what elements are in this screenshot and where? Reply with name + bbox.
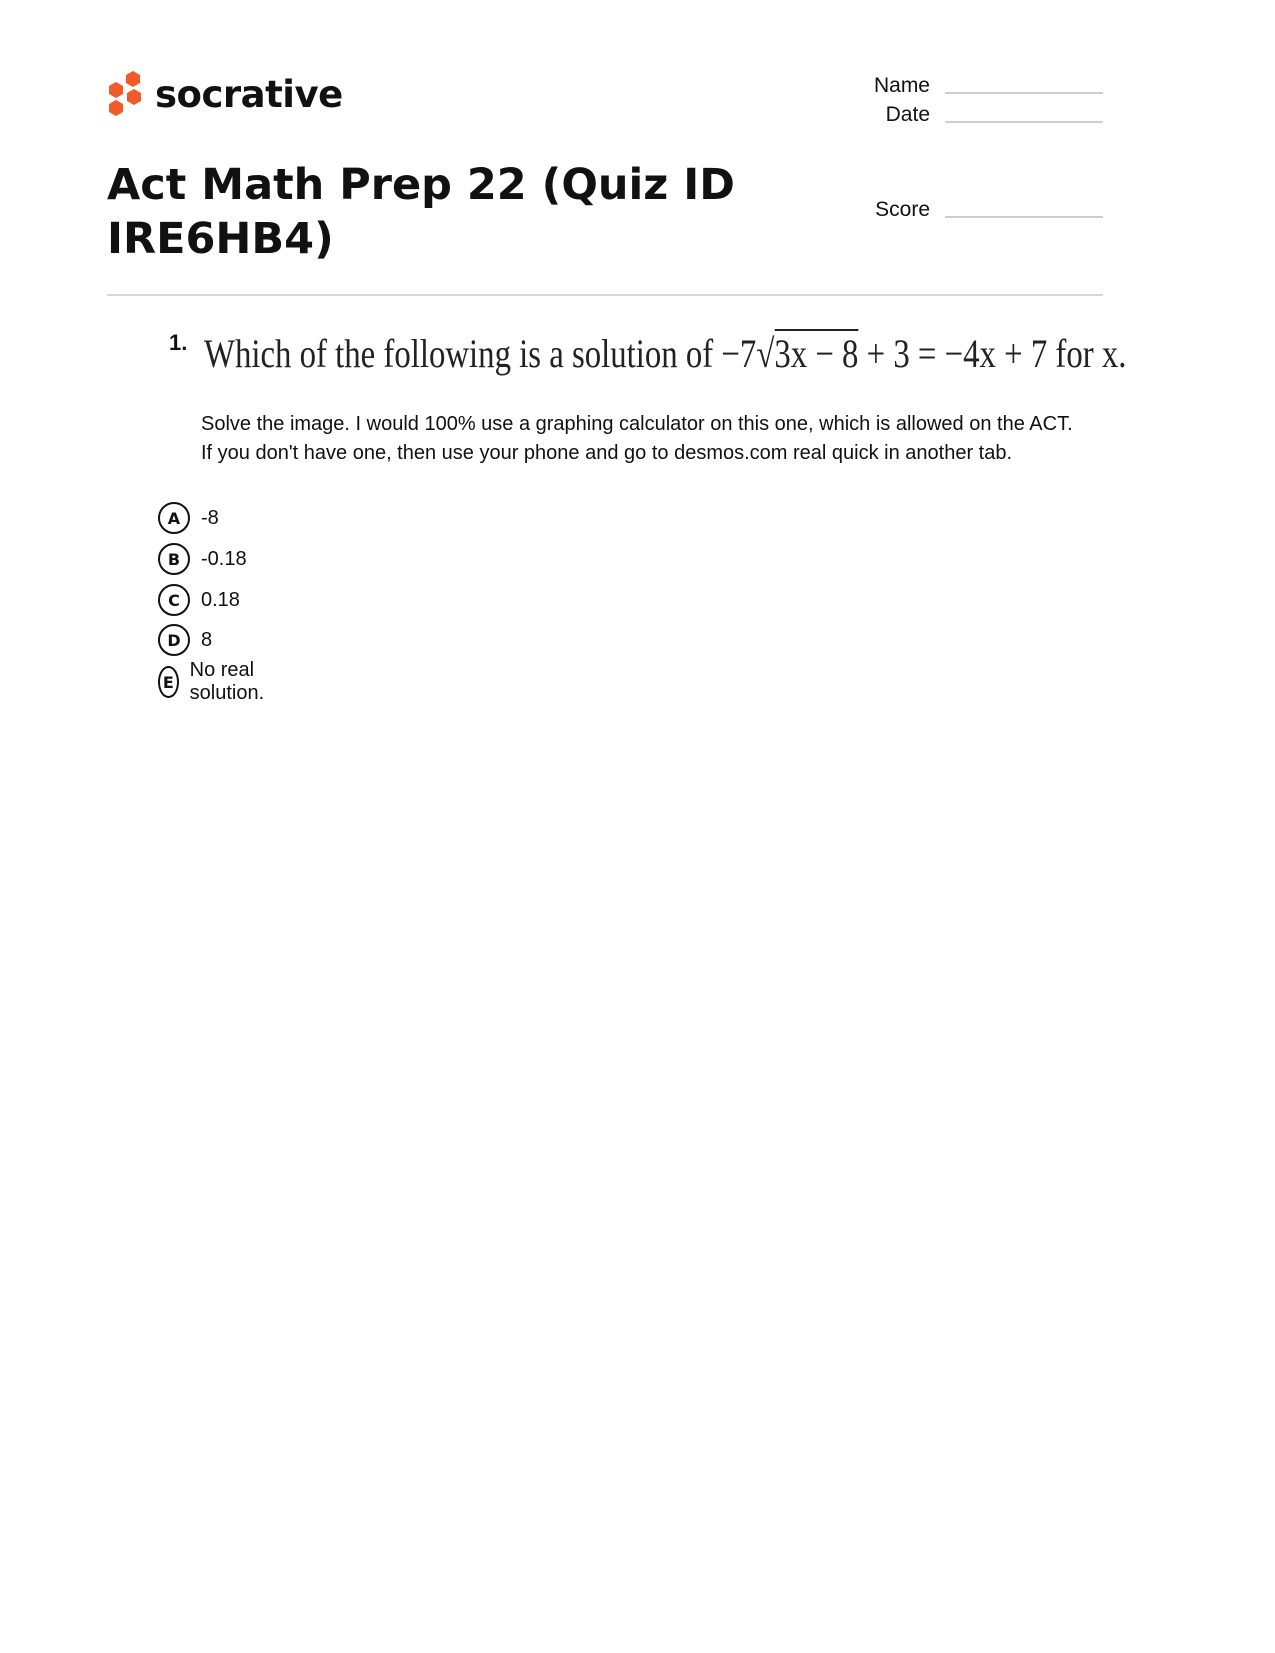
name-input-line[interactable] [945, 91, 1103, 94]
name-label: Name [873, 74, 930, 97]
date-field[interactable] [860, 103, 1103, 127]
choice-d-text: 8 [201, 628, 213, 651]
choice-a-text: -8 [201, 506, 219, 529]
question-description: Solve the image. I would 100% use a graphing calculator on this one, which is allowed on the ACT. If you don't have one, then use your phone and go to desmos.com real quick in another tab. [201, 413, 1073, 464]
choice-a[interactable] [158, 502, 219, 534]
question-number: 1. [169, 330, 188, 355]
choice-e[interactable] [158, 659, 276, 704]
choice-d-letter[interactable]: D [158, 624, 190, 656]
date-label: Date [885, 103, 930, 126]
choice-b-letter[interactable]: B [158, 543, 190, 575]
score-label: Score [875, 198, 930, 221]
header-divider [107, 294, 1103, 296]
question-image-prefix: Which of the following is a solution of −7 [204, 331, 757, 376]
logo-text: socrative [155, 72, 343, 116]
question-image-radicand: 3x − 8 [774, 331, 859, 376]
choice-c-text: 0.18 [201, 588, 240, 611]
choice-e-letter[interactable]: E [158, 666, 179, 698]
choice-a-letter[interactable]: A [158, 502, 190, 534]
choice-c[interactable] [158, 584, 240, 616]
choice-d[interactable] [158, 624, 212, 656]
sqrt-symbol: √ [756, 331, 775, 376]
page-title: Act Math Prep 22 (Quiz ID IRE6HB4) [107, 160, 735, 264]
question-image [204, 322, 1127, 386]
question-image-suffix: + 3 = −4x + 7 for x. [858, 331, 1127, 376]
choice-b[interactable] [158, 543, 247, 575]
choice-c-letter[interactable]: C [158, 584, 190, 616]
choice-b-text: -0.18 [201, 547, 247, 570]
hexagon-logo-icon [107, 70, 145, 118]
score-field[interactable] [860, 198, 1103, 222]
choice-e-text: No real solution. [189, 659, 265, 704]
score-input-line[interactable] [945, 215, 1103, 218]
date-input-line[interactable] [945, 120, 1103, 123]
socrative-logo [107, 70, 343, 118]
name-field[interactable] [860, 74, 1103, 98]
